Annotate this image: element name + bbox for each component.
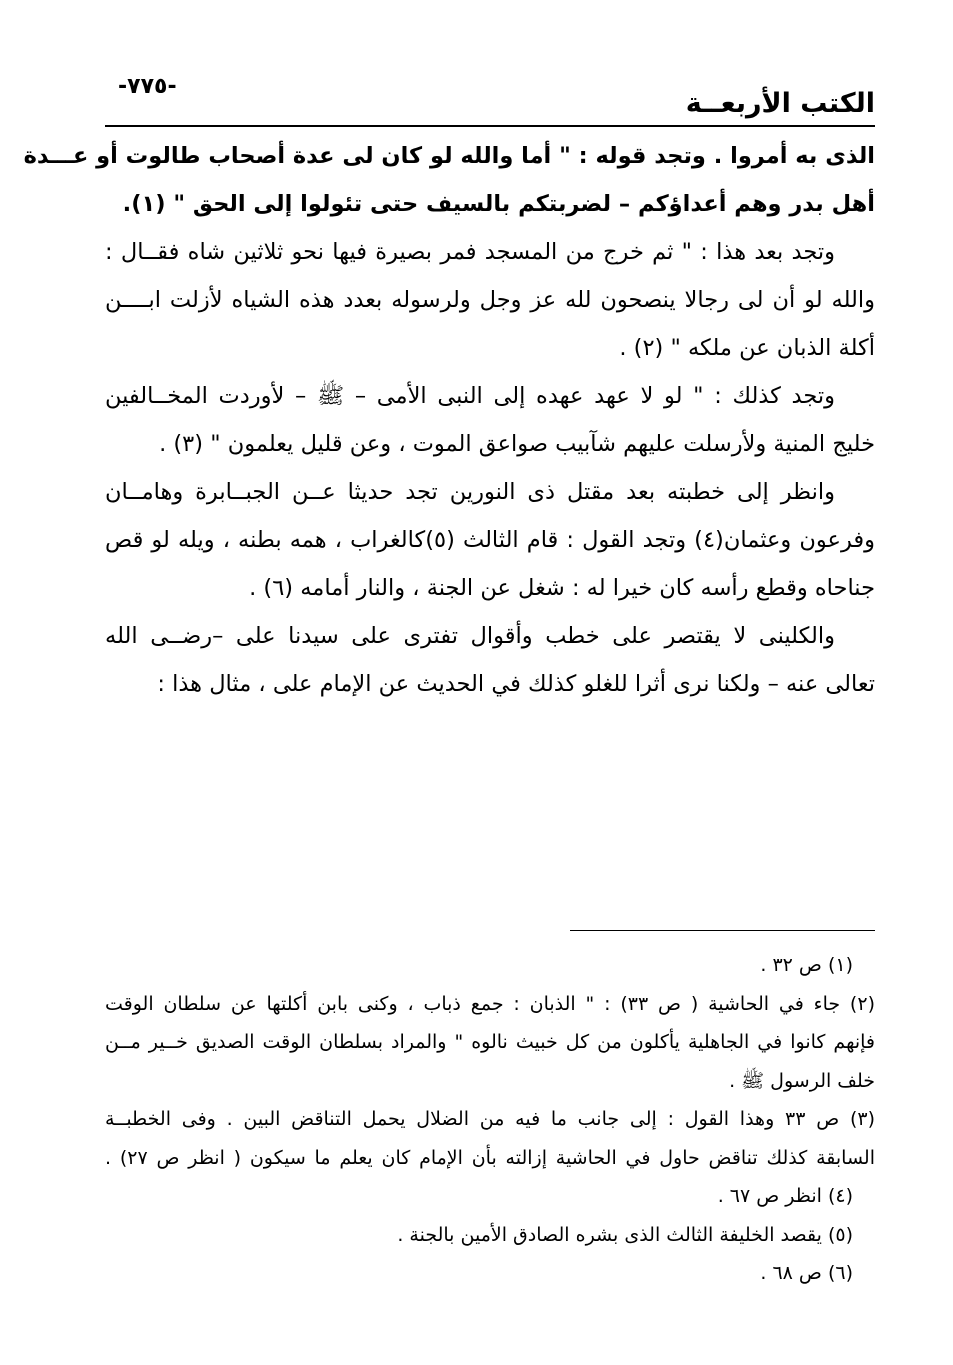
body-line: جناحاه وقطع رأسه كان خيرا له : شغل عن الجنة ، والنار أمامه (٦) . bbox=[249, 575, 875, 601]
body-line: وتجد كذلك : " لو لا عهد عهده إلى النبى الأمى – ﷺ – لأوردت المخــالفين bbox=[105, 383, 835, 409]
body-line: وفرعون وعثمان(٤) وتجد القول : قام الثالث (٥)كالغراب ، همه بطنه ، ويله لو قص bbox=[105, 527, 875, 553]
footnote-line: خلف الرسول ﷺ . bbox=[729, 1069, 875, 1092]
body-line: وتجد بعد هذا : " ثم خرج من المسجد فمر بصيرة فيها نحو ثلاثين شاه فقــال : bbox=[105, 239, 835, 265]
body-line: أكلة الذبان عن ملكه " (٢) . bbox=[619, 335, 875, 361]
header-rule bbox=[105, 125, 875, 127]
body-line: والكلينى لا يقتصر على خطب وأقوال تفترى على سيدنا على –رضــى الله bbox=[105, 623, 835, 649]
footnote-line: (٤) انظر ص ٦٧ . bbox=[717, 1185, 853, 1207]
body-line: تعالى عنه – ولكنا نرى أثرا للغلو كذلك في الحديث عن الإمام على ، مثال هذا : bbox=[157, 671, 875, 697]
body-line: وانظر إلى خطبته بعد مقتل ذى النورين تجد حديثا عــن الجبــابرة وهامــان bbox=[105, 479, 835, 505]
footnote-line: (١) ص ٣٢ . bbox=[760, 954, 853, 976]
footnote-line: (٦) ص ٦٨ . bbox=[760, 1262, 853, 1284]
footnote-line: (٣) ص ٣٣ وهذا القول : إلى جانب ما فيه من الضلال يحمل التناقض البين . وفى الخطبــة bbox=[105, 1108, 875, 1130]
body-line: الذى به أمروا . وتجد قوله : " أما والله لو كان لى عدة أصحاب طالوت أو عـــدة bbox=[23, 143, 875, 169]
body-line: أهل بدر وهم أعداؤكم – لضربتكم بالسيف حتى تئولوا إلى الحق " (١). bbox=[122, 191, 875, 217]
body-text bbox=[23, 132, 875, 708]
footnote-line: فإنهم كانوا في الجاهلية يأكلون من كل خبيث نالوه " والمراد بسلطان الوقت الصديق خــير مــن bbox=[105, 1031, 875, 1053]
footnote-line: (٥) يقصد الخليفة الثالث الذى بشره الصادق الأمين بالجنة . bbox=[397, 1223, 853, 1246]
body-line: خليج المنية ولأرسلت عليهم شآبيب صواعق الموت ، وعن قليل يعلمون " (٣) . bbox=[159, 431, 875, 457]
footnote-line: السابقة كذلك تناقض حاول في الحاشية إزالته بأن الإمام كان يعلم ما سيكون ( انظر ص ٢٧) . bbox=[105, 1146, 875, 1169]
footnote-line: (٢) جاء في الحاشية ( ص ٣٣) : " الذبان : جمع ذباب ، وكنى بابن أكلتها عن سلطان الوقت bbox=[105, 992, 875, 1015]
footnote-rule bbox=[570, 930, 875, 931]
footnotes bbox=[105, 946, 875, 1293]
running-head: الكتب الأربعــة bbox=[685, 88, 875, 119]
page-number: -٧٧٥- bbox=[118, 74, 177, 99]
body-line: والله لو أن لى رجالا ينصحون لله عز وجل ولرسوله بعدد هذه الشياه لأزلت ابــــن bbox=[105, 287, 875, 313]
